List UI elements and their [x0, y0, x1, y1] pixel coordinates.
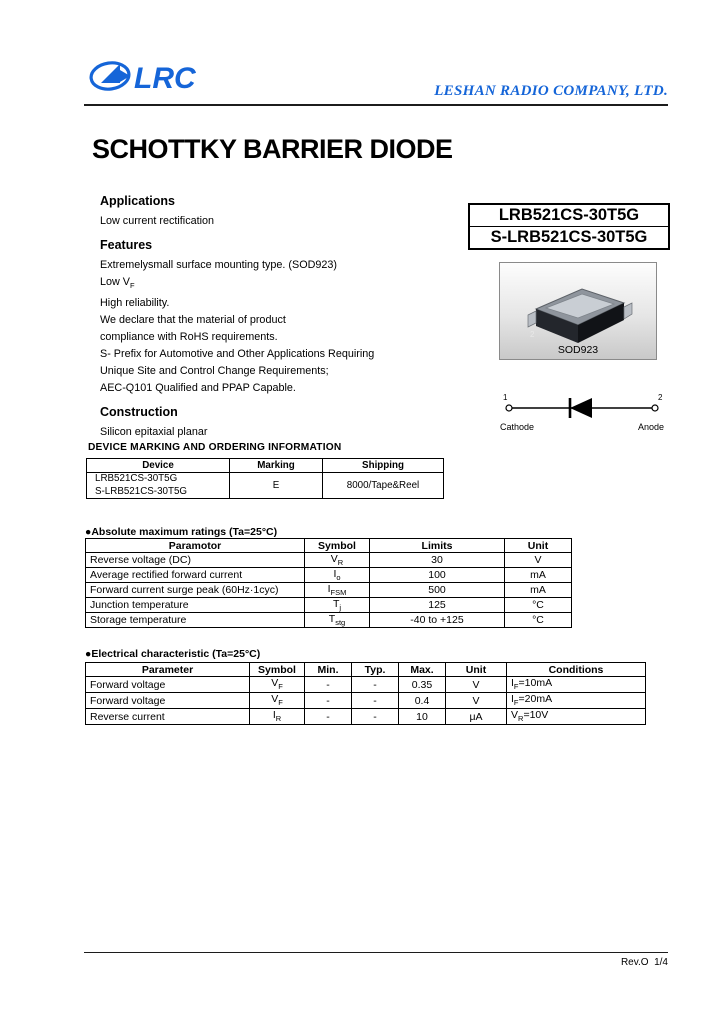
elec-min: -	[305, 677, 352, 693]
package-photo-icon	[500, 263, 656, 357]
elec-condition	[507, 693, 646, 709]
abs-unit: V	[505, 553, 572, 568]
abs-unit: mA	[505, 568, 572, 583]
abs-unit: mA	[505, 583, 572, 598]
symbol-base: V	[271, 693, 279, 706]
table-row	[86, 553, 572, 568]
symbol-base: V	[330, 553, 338, 565]
footer-divider	[84, 952, 668, 953]
abs-param: Storage temperature	[86, 613, 305, 628]
diode-symbol-figure	[500, 392, 664, 439]
elec-min: -	[305, 709, 352, 725]
page-title: SCHOTTKY BARRIER DIODE	[92, 134, 453, 164]
elec-unit: V	[446, 677, 507, 693]
table-row	[86, 583, 572, 598]
header-divider	[84, 104, 668, 106]
company-name: LESHAN RADIO COMPANY, LTD.	[434, 83, 668, 99]
elec-unit: V	[446, 693, 507, 709]
abs-limit: -40 to +125	[370, 613, 505, 628]
marking-section-title: DEVICE MARKING AND ORDERING INFORMATION	[88, 442, 342, 453]
elec-max: 10	[399, 709, 446, 725]
construction-text: Silicon epitaxial planar	[100, 426, 208, 439]
symbol-sub: R	[337, 558, 344, 568]
condition-value: =10V	[523, 709, 549, 722]
abs-symbol	[305, 568, 370, 583]
package-image-frame	[499, 262, 657, 360]
elec-condition	[507, 677, 646, 693]
feature-line: Extremelysmall surface mounting type. (SOD923)	[100, 259, 338, 271]
elec-symbol	[250, 709, 305, 725]
device-names	[87, 473, 230, 499]
symbol-sub: j	[339, 603, 342, 613]
package-name: SOD923	[557, 344, 599, 356]
part-number-box	[468, 203, 670, 250]
diode-pin1-number: 1	[503, 393, 508, 402]
symbol-base: I	[333, 568, 337, 581]
table-row	[86, 693, 646, 709]
symbol-sub: R	[275, 714, 282, 724]
table-row	[86, 598, 572, 613]
col-device: Device	[87, 459, 230, 473]
condition-symbol: I	[511, 693, 514, 706]
marking-table	[86, 458, 444, 499]
abs-symbol	[305, 613, 370, 628]
condition-symbol: I	[511, 677, 514, 690]
elec-header-row	[86, 663, 646, 677]
part-number: LRB521CS-30T5G	[470, 205, 668, 227]
diode-pin2-number: 2	[658, 393, 663, 402]
abs-unit: °C	[505, 613, 572, 628]
applications-heading: Applications	[100, 194, 176, 208]
condition-sub: F	[513, 682, 519, 692]
condition-value: =20mA	[518, 693, 553, 706]
col-parameter: Parameter	[86, 663, 250, 677]
feature-line: compliance with RoHS requirements.	[100, 331, 278, 344]
symbol-sub: F	[278, 698, 283, 708]
elec-condition	[507, 709, 646, 725]
col-min: Min.	[305, 663, 352, 677]
abs-limit: 125	[370, 598, 505, 613]
abs-param: Average rectified forward current	[86, 568, 305, 583]
symbol-base: I	[272, 709, 276, 722]
symbol-sub: FSM	[330, 588, 347, 598]
col-unit: Unit	[446, 663, 507, 677]
feature-low-vf-text: Low V	[100, 276, 131, 288]
symbol-sub: o	[336, 573, 341, 583]
abs-max-section-title: ●Absolute maximum ratings (Ta=25°C)	[85, 526, 278, 538]
symbol-sub: F	[278, 682, 283, 692]
diode-symbol-icon	[500, 392, 664, 434]
condition-value: =10mA	[518, 677, 553, 690]
elec-param: Forward voltage	[86, 677, 250, 693]
symbol-base: I	[327, 583, 331, 596]
lrc-logo-icon	[86, 52, 218, 96]
feature-line: Unique Site and Control Change Requirements;	[100, 365, 329, 378]
feature-low-vf-sub: F	[130, 281, 135, 291]
abs-symbol	[305, 598, 370, 613]
symbol-sub: stg	[335, 618, 346, 628]
elec-max: 0.4	[399, 693, 446, 709]
feature-line: AEC-Q101 Qualified and PPAP Capable.	[100, 382, 296, 395]
symbol-base: T	[332, 598, 340, 611]
shipping-value: 8000/Tape&Reel	[323, 473, 444, 499]
condition-sub: F	[513, 698, 519, 708]
revision-page-number: Rev.O 1/4	[620, 957, 668, 968]
electrical-table	[85, 662, 646, 725]
table-row	[86, 613, 572, 628]
abs-symbol	[305, 583, 370, 598]
device-name: LRB521CS-30T5G	[95, 473, 178, 484]
elec-typ: -	[352, 693, 399, 709]
elec-min: -	[305, 693, 352, 709]
abs-limit: 500	[370, 583, 505, 598]
abs-symbol	[305, 553, 370, 568]
col-symbol: Symbol	[250, 663, 305, 677]
marking-data-row	[87, 473, 444, 499]
condition-sub: R	[518, 714, 524, 724]
left-column	[100, 194, 475, 442]
abs-header-row	[86, 539, 572, 553]
col-unit: Unit	[505, 539, 572, 553]
electrical-section-title: ●Electrical characteristic (Ta=25°C)	[85, 648, 261, 660]
lrc-logo	[86, 52, 218, 101]
elec-typ: -	[352, 709, 399, 725]
elec-param: Forward voltage	[86, 693, 250, 709]
marking-header-row	[87, 459, 444, 473]
table-row	[86, 568, 572, 583]
table-row	[86, 677, 646, 693]
col-max: Max.	[399, 663, 446, 677]
abs-param: Reverse voltage (DC)	[86, 553, 305, 568]
col-symbol: Symbol	[305, 539, 370, 553]
features-heading: Features	[100, 238, 153, 252]
logo-text: LRC	[134, 62, 196, 95]
elec-max: 0.35	[399, 677, 446, 693]
col-parameter: Paramotor	[86, 539, 305, 553]
device-name: S-LRB521CS-30T5G	[95, 485, 188, 497]
marking-code: E	[230, 473, 323, 499]
col-shipping: Shipping	[323, 459, 444, 473]
applications-text: Low current rectification	[100, 215, 215, 227]
feature-low-vf	[100, 275, 475, 294]
feature-line: S- Prefix for Automotive and Other Applications Requiring	[100, 348, 375, 361]
part-number-s: S-LRB521CS-30T5G	[490, 228, 648, 246]
abs-param: Junction temperature	[86, 598, 305, 613]
abs-limit: 100	[370, 568, 505, 583]
diode-cathode-label: Cathode	[500, 422, 535, 432]
elec-symbol	[250, 693, 305, 709]
condition-symbol: V	[511, 709, 519, 722]
col-marking: Marking	[230, 459, 323, 473]
elec-unit: μA	[446, 709, 507, 725]
construction-heading: Construction	[100, 405, 178, 420]
abs-limit: 30	[370, 553, 505, 568]
table-row	[86, 709, 646, 725]
col-limits: Limits	[370, 539, 505, 553]
col-conditions: Conditions	[507, 663, 646, 677]
elec-param: Reverse current	[86, 709, 250, 725]
symbol-base: V	[271, 677, 279, 690]
feature-line: We declare that the material of product	[100, 314, 286, 327]
abs-param: Forward current surge peak (60Hz·1cyc)	[86, 583, 305, 598]
col-typ: Typ.	[352, 663, 399, 677]
feature-line: High reliability.	[100, 297, 170, 310]
abs-unit: °C	[505, 598, 572, 613]
abs-max-table	[85, 538, 572, 628]
elec-typ: -	[352, 677, 399, 693]
elec-symbol	[250, 677, 305, 693]
package-pin2-label: 2	[530, 330, 535, 339]
diode-anode-label: Anode	[638, 422, 664, 432]
symbol-base: T	[328, 613, 336, 626]
